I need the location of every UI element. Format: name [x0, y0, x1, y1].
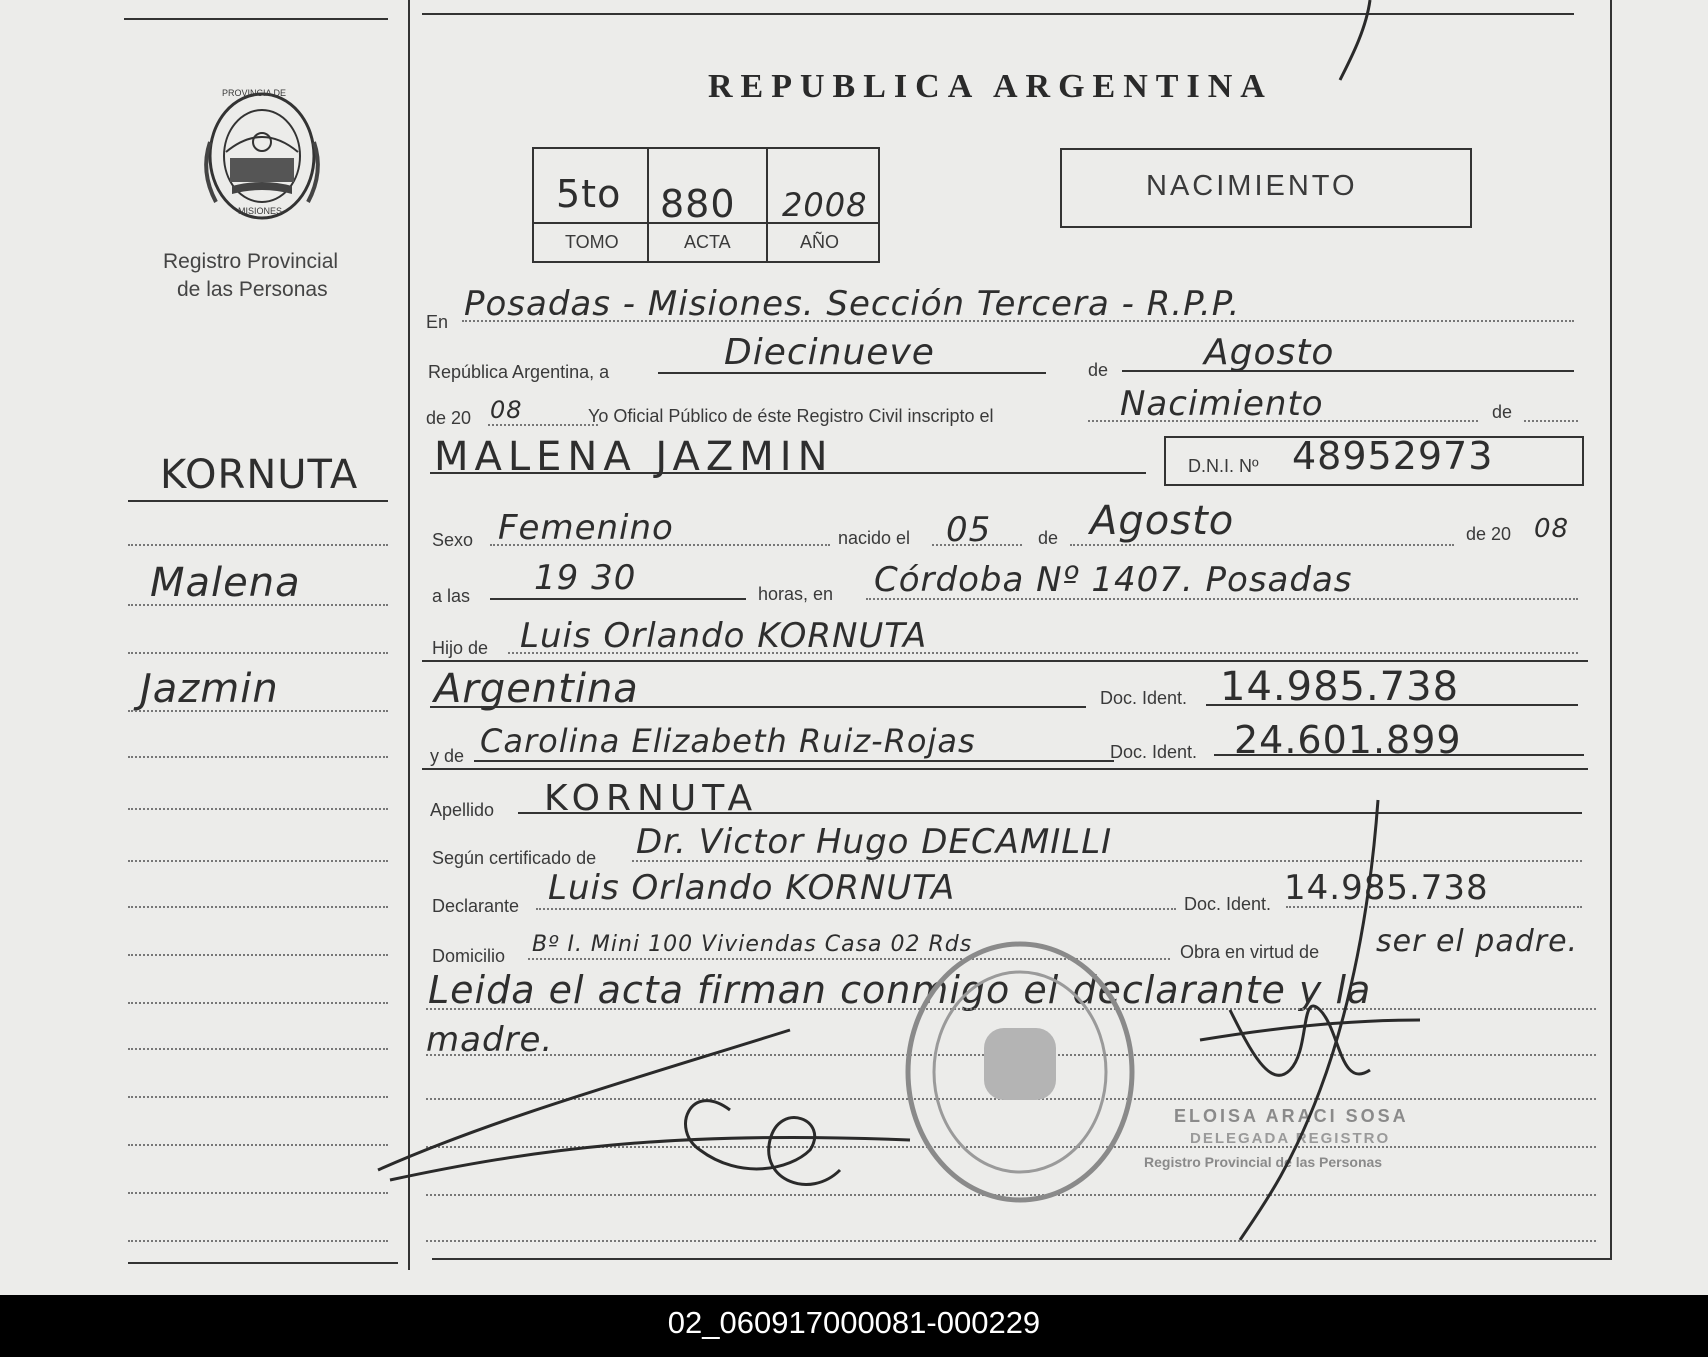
margin-dotted-line — [128, 1240, 388, 1242]
doc-ident-label-2: Doc. Ident. — [1110, 742, 1198, 762]
scan-id-label: 02_060917000081-000229 — [667, 1305, 1041, 1340]
row-separator-rule — [422, 660, 1588, 662]
form-right-border — [1610, 0, 1612, 1258]
nota-line-1: Leida el acta firman conmigo el declarante y la — [428, 968, 1372, 1012]
obra-label: Obra en virtud de — [1180, 942, 1320, 962]
de-label-2: de — [1492, 402, 1513, 422]
declarante-value: Luis Orlando KORNUTA — [548, 868, 956, 908]
tomo-value: 5to — [556, 172, 622, 216]
official-signature — [1140, 790, 1440, 1250]
inscripto-value: Nacimiento — [1120, 384, 1324, 424]
domicilio-label: Domicilio — [432, 946, 506, 966]
seal-ring-text-top: PROVINCIA DE — [222, 88, 287, 98]
margin-surname: KORNUTA — [160, 452, 359, 498]
nacido-mes-value: Agosto — [1090, 498, 1235, 544]
margin-surname-rule — [128, 500, 388, 502]
anio-label: AÑO — [800, 232, 840, 252]
margin-bottom-rule — [128, 1262, 398, 1264]
doc-ident-label: Doc. Ident. — [1100, 688, 1188, 708]
hora-value: 19 30 — [534, 558, 637, 598]
hijo-label: Hijo de — [432, 638, 489, 658]
record-table-divider — [647, 147, 649, 263]
top-signature-fragment — [1310, 0, 1390, 90]
margin-dotted-line — [128, 604, 388, 606]
document-type-label: NACIMIENTO — [1146, 170, 1358, 202]
sexo-label: Sexo — [432, 530, 474, 550]
nota-line-2: madre. — [426, 1020, 554, 1060]
madre-value: Carolina Elizabeth Ruiz-Rojas — [480, 722, 976, 760]
margin-dotted-line — [128, 652, 388, 654]
tomo-label: TOMO — [565, 232, 619, 252]
nacido-label: nacido el — [838, 528, 911, 548]
yde-label: y de — [430, 746, 465, 766]
margin-dotted-line — [128, 756, 388, 758]
anio-fill-line — [488, 424, 598, 426]
dia-value: Diecinueve — [724, 332, 935, 373]
margin-dotted-line — [128, 1096, 388, 1098]
de-fill-line — [1524, 420, 1578, 422]
doc-ident-label-3: Doc. Ident. — [1184, 894, 1272, 914]
official-stamp-role: DELEGADA REGISTRO — [1190, 1130, 1391, 1147]
country-heading: REPUBLICA ARGENTINA — [708, 68, 1273, 105]
margin-dotted-line — [128, 860, 388, 862]
margin-dotted-line — [128, 1192, 388, 1194]
en-label: En — [426, 312, 449, 332]
margin-dotted-line — [128, 1002, 388, 1004]
padre-nacionalidad-value: Argentina — [434, 666, 639, 712]
hora-fill-line — [490, 598, 746, 600]
republica-label: República Argentina, a — [428, 362, 610, 382]
nacido-anio-value: 08 — [1534, 514, 1570, 544]
anio-value: 2008 — [782, 186, 868, 224]
margin-dotted-line — [128, 1144, 388, 1146]
margin-first-name: Malena — [150, 560, 301, 606]
de20-label-2: de 20 — [1466, 524, 1512, 544]
obra-value: ser el padre. — [1376, 924, 1579, 959]
form-bottom-rule — [432, 1258, 1612, 1260]
horas-en-label: horas, en — [758, 584, 834, 604]
de-label: de — [1088, 360, 1109, 380]
anio-value-row: 08 — [490, 396, 523, 424]
padre-doc-value: 14.985.738 — [1220, 664, 1460, 710]
nacido-mes-fill-line — [1070, 544, 1454, 546]
seal-ring-text-bottom: MISIONES — [238, 206, 283, 216]
dni-value: 48952973 — [1292, 434, 1494, 478]
dni-label: D.N.I. Nº — [1188, 456, 1259, 476]
mes-fill-line — [1122, 370, 1574, 372]
margin-dotted-line — [128, 808, 388, 810]
domicilio-value: Bº I. Mini 100 Viviendas Casa 02 Rds — [532, 932, 973, 957]
margin-second-name: Jazmin — [140, 666, 279, 712]
apellido-label: Apellido — [430, 800, 495, 820]
margin-dotted-line — [128, 710, 388, 712]
de-label-3: de — [1038, 528, 1059, 548]
top-rule-left — [124, 18, 388, 20]
certificado-value: Dr. Victor Hugo DECAMILLI — [636, 822, 1113, 862]
nacido-dia-value: 05 — [946, 510, 992, 550]
margin-dotted-line — [128, 544, 388, 546]
segun-label: Según certificado de — [432, 848, 597, 868]
official-stamp-office: Registro Provincial de las Personas — [1144, 1154, 1383, 1170]
nombre-value: MALENA JAZMIN — [434, 434, 834, 480]
top-rule-right — [422, 13, 1574, 15]
lugar-value: Córdoba Nº 1407. Posadas — [874, 560, 1353, 600]
de20-label: de 20 — [426, 408, 472, 428]
acta-label: ACTA — [684, 232, 731, 252]
declarant-signature — [370, 1000, 930, 1200]
margin-dotted-line — [128, 906, 388, 908]
madre-fill-line — [474, 760, 1114, 762]
mes-value: Agosto — [1204, 332, 1335, 373]
apellido-value: KORNUTA — [544, 778, 759, 819]
alas-label: a las — [432, 586, 471, 606]
madre-doc-value: 24.601.899 — [1234, 718, 1462, 762]
declarante-doc-value: 14.985.738 — [1284, 868, 1489, 908]
nombre-fill-line — [430, 472, 1146, 474]
row-separator-rule — [422, 768, 1588, 770]
padre-nac-fill-line — [430, 706, 1086, 708]
margin-dotted-line — [128, 1048, 388, 1050]
oficial-label: Yo Oficial Público de éste Registro Civil inscripto el — [588, 406, 994, 426]
official-stamp-name: ELOISA ARACI SOSA — [1174, 1106, 1409, 1126]
declarante-fill-line — [536, 908, 1176, 910]
acta-value: 880 — [660, 182, 736, 226]
record-table-divider — [766, 147, 768, 263]
registry-name-line1: Registro Provincial — [163, 250, 339, 273]
margin-dotted-line — [128, 954, 388, 956]
registry-name-line2: de las Personas — [177, 278, 328, 301]
declarante-label: Declarante — [432, 896, 520, 916]
sexo-value: Femenino — [498, 508, 674, 548]
official-round-stamp — [900, 936, 1140, 1208]
padre-value: Luis Orlando KORNUTA — [520, 616, 928, 656]
en-value: Posadas - Misiones. Sección Tercera - R.P.P. — [464, 284, 1241, 324]
